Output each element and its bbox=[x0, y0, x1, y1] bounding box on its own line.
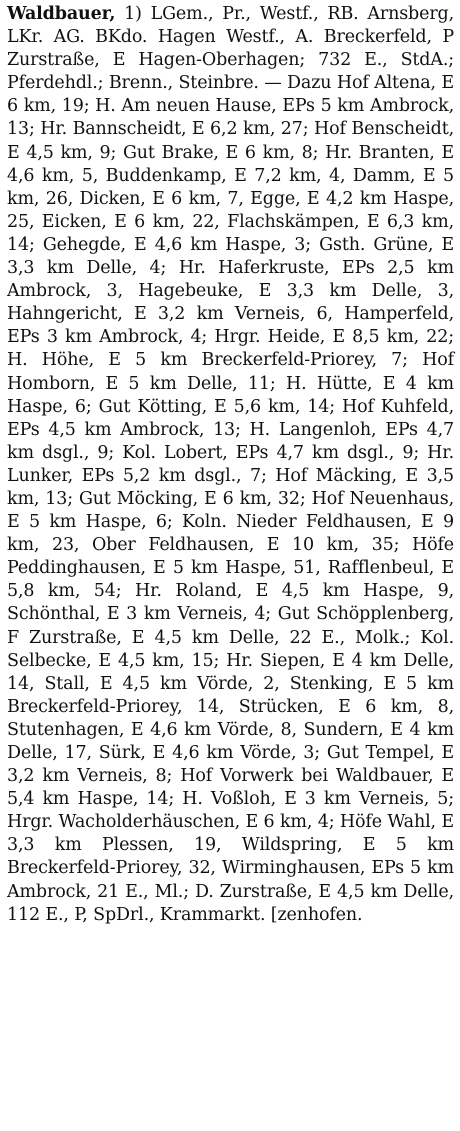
entry-headword: Waldbauer, bbox=[7, 4, 116, 24]
gazetteer-entry bbox=[7, 3, 460, 927]
entry-body: 1) LGem., Pr., Westf., RB. Arnsberg, LKr. AG. BKdo. Hagen Westf., A. Breckerfeld, P Zurstraße, E Hagen-Oberhagen; 732 E., StdA.; Pferdehdl.; Brenn., Steinbre. — Dazu Hof Altena, E 6 km, 19; H. Am neuen Hause, EPs 5 km Ambrock, 13; Hr. Bannscheidt, E 6,2 km, 27; Hof Benscheidt, E 4,5 km, 9; Gut Brake, E 6 km, 8; Hr. Branten, E 4,6 km, 5, Buddenkamp, E 7,2 km, 4, Damm, E 5 km, 26, Dicken, E 6 km, 7, Egge, E 4,2 km Haspe, 25, Eicken, E 6 km, 22, Flachskämpen, E 6,3 km, 14; Gehegde, E 4,6 km Haspe, 3; Gsth. Grüne, E 3,3 km Delle, 4; Hr. Haferkruste, EPs 2,5 km Ambrock, 3, Hagebeuke, E 3,3 km Delle, 3, Hahngericht, E 3,2 km Verneis, 6, Hamperfeld, EPs 3 km Ambrock, 4; Hrgr. Heide, E 8,5 km, 22; H. Höhe, E 5 km Breckerfeld-Priorey, 7; Hof Homborn, E 5 km Delle, 11; H. Hütte, E 4 km Haspe, 6; Gut Kötting, E 5,6 km, 14; Hof Kuhfeld, EPs 4,5 km Ambrock, 13; H. Langenloh, EPs 4,7 km dsgl., 9; Kol. Lobert, EPs 4,7 km dsgl., 9; Hr. Lunker, EPs 5,2 km dsgl., 7; Hof Mäcking, E 3,5 km, 13; Gut Möcking, E 6 km, 32; Hof Neuenhaus, E 5 km Haspe, 6; Koln. Nieder Feldhausen, E 9 km, 23, Ober Feldhausen, E 10 km, 35; Höfe Peddinghausen, E 5 km Haspe, 51, Rafflenbeul, E 5,8 km, 54; Hr. Roland, E 4,5 km Haspe, 9, Schönthal, E 3 km Verneis, 4; Gut Schöpplenberg, F Zurstraße, E 4,5 km Delle, 22 E., Molk.; Kol. Selbecke, E 4,5 km, 15; Hr. Siepen, E 4 km Delle, 14, Stall, E 4,5 km Vörde, 2, Stenking, E 5 km Breckerfeld-Priorey, 14, Strücken, E 6 km, 8, Stutenhagen, E 4,6 km Vörde, 8, Sundern, E 4 km Delle, 17, Sürk, E 4,6 km Vörde, 3; Gut Tempel, E 3,2 km Verneis, 8; Hof Vorwerk bei Waldbauer, E 5,4 km Haspe, 14; H. Voßloh, E 3 km Verneis, 5; Hrgr. Wacholderhäuschen, E 6 km, 4; Höfe Wahl, E 3,3 km Plessen, 19, Wildspring, E 5 km Breckerfeld-Priorey, 32, Wirminghausen, EPs 5 km Ambrock, 21 E., Ml.; D. Zurstraße, E 4,5 km Delle, 112 E., P, SpDrl., Krammarkt. [zenhofen. bbox=[7, 4, 460, 925]
